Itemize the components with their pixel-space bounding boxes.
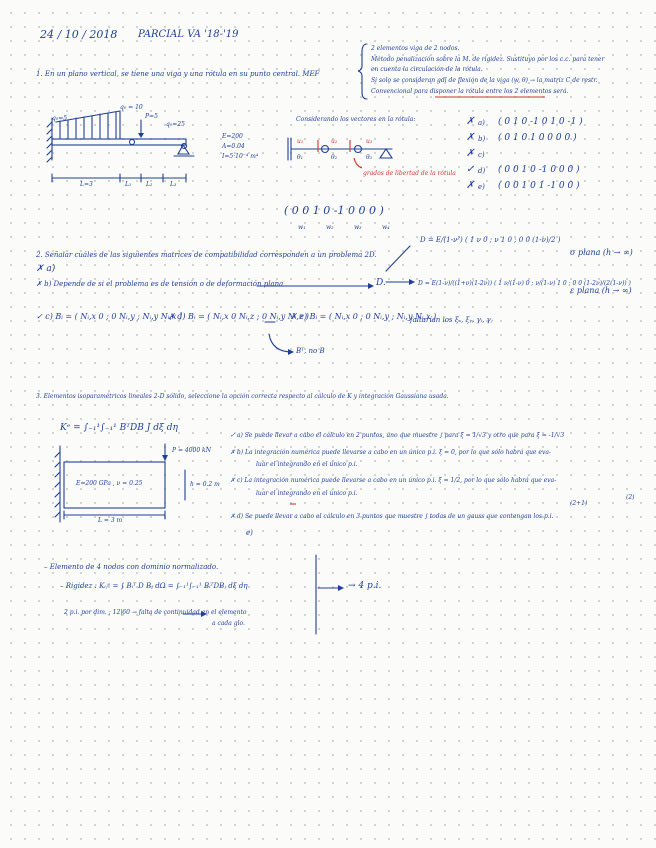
beam-label-q0-mid: q₀ = 10 — [120, 104, 143, 111]
result-w1: w₁ — [298, 224, 306, 231]
side-note-1: 2 elementos viga de 2 nodos. — [371, 45, 460, 52]
vec-t1: θ₁ — [297, 154, 304, 161]
q1-option-c-mark: ✗ — [466, 148, 475, 159]
q2-option-a: ✗ a) — [36, 264, 56, 274]
result-w2: w₂ — [326, 224, 334, 231]
material-i: I=5·10⁻⁴ m⁴ — [222, 153, 259, 160]
vec-u1: u₁ — [297, 138, 304, 145]
beam-body — [52, 139, 186, 145]
q1-red-note: grados de libertad de la rótula — [363, 170, 456, 177]
q4-rigidez: – Rigidez : Kᵢⱼᵉ = ∫ Bᵢᵀ D Bⱼ dΩ = ∫₋₁¹∫₋₁¹ BᵢᵀDBⱼ dξ dη — [60, 582, 248, 590]
q1-option-b-mark: ✗ — [466, 132, 475, 143]
q1-statement: 1. En un plano vertical, se tiene una viga y una rótula en su punto central. MEF — [36, 70, 320, 78]
date-heading: 24 / 10 / 2018 — [40, 28, 118, 41]
q1-option-d-vector: ( 0 0 1 0 -1 0 0 0 ) — [498, 165, 580, 175]
q4-heading: – Elemento de 4 nodos con dominio normalizado. — [44, 563, 219, 571]
q2-arrow-note: Bᵀ, no B — [296, 347, 325, 355]
q1-option-a-vector: ( 0 1 0 -1 0 1 0 -1 ) — [498, 117, 583, 127]
vec-t2: θ₂ — [331, 154, 338, 161]
q2-d-plane-strain-note: ε plana (h → ∞) — [570, 286, 632, 295]
q3-thickness: h = 0.2 m — [190, 481, 220, 488]
q2-option-c: ✓ c) Bᵢ = ( Nᵢ,x 0 ; 0 Nᵢ,y ; Nᵢ,y Nᵢ,x ) — [36, 312, 183, 321]
beam-label-p: P=5 — [145, 113, 158, 120]
q2-d-label: D. — [376, 278, 386, 288]
q1-option-c-label: c) — [478, 151, 485, 159]
q2-d-plane-stress: D = E/(1-ν²) ( 1 ν 0 ; ν 1 0 ; 0 0 (1-ν)/2 ) — [420, 236, 561, 244]
q2-d-plane-strain: D = E(1-ν)/((1+ν)(1-2ν)) ( 1 ν/(1-ν) 0 ; ν/(1-ν) 1 0 ; 0 0 (1-2ν)/(2(1-ν)) ) — [418, 280, 631, 287]
beam-label-q0-right: q₀=25 — [166, 121, 185, 128]
q3-option-d-note2: (2) — [626, 494, 635, 501]
material-e: E=200 — [222, 133, 243, 140]
side-note-4: Si solo se consideran gdl de flexión de la viga (w, θ) → la matriz C de restr. — [371, 77, 598, 84]
hinge-vector-sketch — [288, 138, 392, 168]
q2-d-plane-stress-note: σ plana (h → ∞) — [570, 248, 633, 257]
q3-option-e: e) — [246, 529, 253, 537]
vec-u2: u₂ — [331, 138, 338, 145]
q4-result: → 4 p.i. — [348, 581, 382, 591]
q3-k-formula: Kᵉ = ∫₋₁¹∫₋₁¹ BᵀDB J dξ dη — [60, 423, 178, 433]
q2-option-e: ✗ e) Bᵢ = ( Nᵢ,x 0 ; 0 Nᵢ,y ; Nᵢ,y Nᵢ,x ) — [290, 312, 437, 321]
vec-u3: u₃ — [366, 138, 373, 145]
material-a: A=0.04 — [222, 143, 245, 150]
q2-option-e-note: faltarían los ξₓ, ξᵧ, γᵢ, γⱼ — [410, 316, 493, 324]
q1-option-d-mark: ✓ — [466, 164, 475, 175]
side-note-2: Método penalización sobre la M. de rigidez. Sustituyo por los c.c. para tener — [371, 56, 605, 63]
q1-option-b-vector: ( 0 1 0 1 0 0 0 0 ) — [498, 133, 577, 143]
q1-analysis: Considerando los vectores en la rótula: — [296, 116, 416, 123]
side-note-3: en cuenta la circulación de la rótula. — [371, 66, 483, 73]
q3-material: E=200 GPa , ν = 0.25 — [76, 480, 143, 487]
side-note-5: Convencional para disponer la rótula entre los 2 elementos será. — [371, 88, 569, 95]
q1-option-b-label: b) — [478, 135, 486, 143]
exam-title: PARCIAL VA '18-'19 — [138, 29, 239, 40]
q1-option-a-mark: ✗ — [466, 116, 475, 127]
q1-option-e-label: e) — [478, 183, 485, 191]
q1-option-e-vector: ( 0 0 1 0 1 -1 0 0 ) — [498, 181, 580, 191]
q3-option-b-line2: luar el integrando en el único p.i. — [256, 461, 358, 468]
q2-statement: 2. Señalar cuáles de las siguientes matrices de compatibilidad corresponden a un problema 2D. — [36, 251, 377, 259]
q3-option-c-line1: ✗ c) La integración numérica puede llevarse a cabo en un único p.i. ξ = 1/2, por lo que sólo habrá que eva- — [230, 477, 557, 484]
result-w4: w₄ — [382, 224, 390, 231]
side-brace — [358, 44, 367, 99]
load-arrows — [60, 112, 116, 138]
roller-support — [178, 145, 189, 154]
q4-pi-line-2: a cada glo. — [212, 620, 245, 627]
wall-hatching — [47, 122, 52, 162]
q1-result-vector: ( 0 0 1 0 -1 0 0 0 ) — [284, 204, 384, 217]
q3-statement: 3. Elementos isoparamétricos lineales 2-D sólido, seleccione la opción correcta respecto al cálculo de K y integración Gaussiana usada. — [36, 393, 449, 400]
q3-option-a: ✓ a) Se puede llevar a cabo el cálculo en 2 puntos, uno que muestre ∫ para ξ = 1/√3 y otro que para ξ = -1/√3 — [230, 432, 565, 439]
dim-total: L=3 — [80, 181, 93, 188]
q3-option-b-line1: ✗ b) La integración numérica puede llevarse a cabo en un único p.i. ξ = 0, por lo que sólo habrá que eva- — [230, 449, 551, 456]
q4-pi-line: 2 p.i. por dim. ; 12|60 → falta de continuidad en el elemento — [64, 609, 247, 616]
q3-force: P = 4000 kN — [172, 447, 211, 454]
dim-l1: L₁ — [125, 181, 132, 188]
q3-option-d-note1: (2+1) — [570, 500, 588, 507]
result-w3: w₃ — [354, 224, 362, 231]
dim-l3: L₃ — [170, 181, 177, 188]
q2-option-b: ✗ b) Depende de si el problema es de tensión o de deformación plana — [36, 280, 284, 288]
q1-option-a-label: a) — [478, 119, 485, 127]
q1-option-d-label: d) — [478, 167, 486, 175]
hinge-symbol — [130, 140, 135, 145]
vec-t3: θ₃ — [366, 154, 373, 161]
q3-option-d: ✗ d) Se puede llevar a cabo el cálculo en 3 puntos que muestre ∫ todas de un gauss que contengan los p.i. — [230, 513, 554, 520]
d-arrow-up — [386, 246, 410, 271]
plate-wall-hatching — [55, 452, 60, 517]
q3-length: L = 3 m — [98, 517, 123, 524]
dim-l2: L₂ — [146, 181, 153, 188]
q1-option-e-mark: ✗ — [466, 180, 475, 191]
beam-label-q0-left: q₀=5 — [52, 115, 68, 122]
q2-option-d: ✗ d) Bᵢ = ( Nᵢ,x 0 Nᵢ,z ; 0 Nᵢ,y Nᵢ,z ) — [168, 312, 309, 321]
q3-option-c-line2: luar el integrando en el único p.i. — [256, 490, 358, 497]
